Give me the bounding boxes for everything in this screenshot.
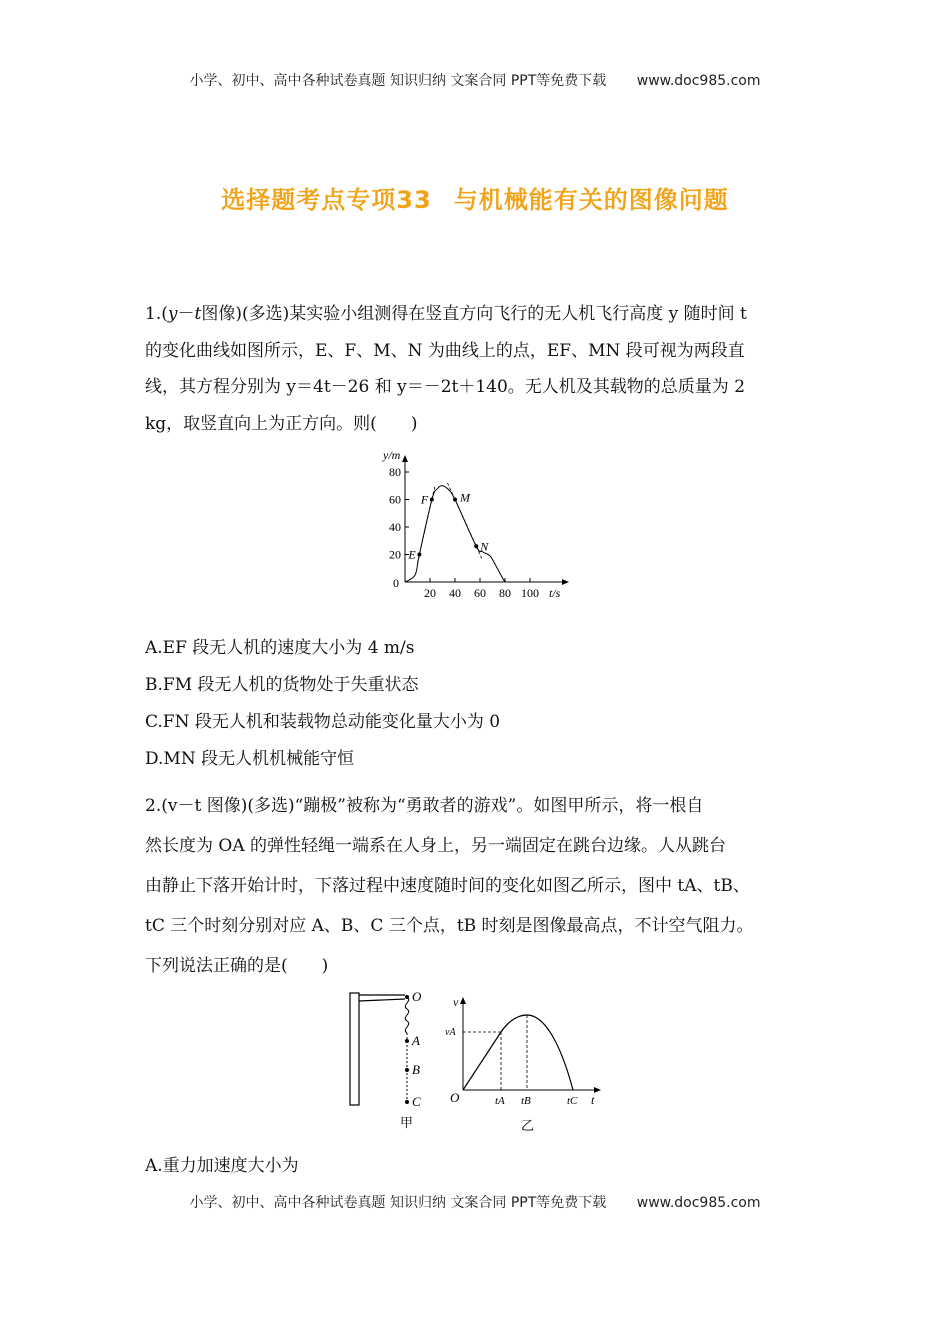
page-title: [0, 180, 950, 215]
q2-line5: 下列说法正确的是( ): [145, 956, 329, 976]
q1-line2: 的变化曲线如图所示，E、F、M、N 为曲线上的点，EF、MN 段可视为两段直: [145, 340, 745, 361]
v-axis-arrow: [460, 997, 466, 1004]
q1-line1: 1.(y－t图像)(多选)某实验小组测得在竖直方向飞行的无人机飞行高度 y 随时间 t: [145, 304, 747, 324]
q2-figure-jia: [345, 985, 435, 1135]
point-a: [405, 1039, 409, 1043]
t-axis-label: t: [591, 1093, 595, 1107]
y-tick-label-40: 40: [389, 520, 401, 534]
point-f: [430, 498, 434, 502]
caption-yi: 乙: [521, 1118, 535, 1133]
x-tick-label-60: 60: [474, 586, 486, 600]
caption-jia: 甲: [400, 1115, 414, 1130]
y-axis-label: y/m: [383, 448, 401, 462]
x-ticks: [393, 576, 539, 600]
q1-height-time-chart: [370, 445, 580, 605]
point-label-f: F: [420, 492, 429, 507]
question-1-text: [145, 296, 809, 442]
x-axis-arrow: [562, 579, 569, 585]
q1-option-c[interactable]: C.FN 段无人机和装载物总动能变化量大小为 0: [145, 712, 501, 732]
page-header: [0, 70, 950, 90]
x-tick-label-40: 40: [449, 586, 461, 600]
label-a: A: [412, 1033, 420, 1048]
point-label-m: M: [460, 490, 470, 505]
point-label-e: E: [408, 547, 416, 562]
platform-arm-bottom: [359, 999, 405, 1001]
point-b: [405, 1068, 409, 1072]
point-m: [453, 498, 457, 502]
x-tick-label-80: 80: [499, 586, 511, 600]
platform-pillar: [350, 993, 359, 1105]
q1-line4: kg，取竖直向上为正方向。则( ): [145, 413, 418, 434]
v-axis-label: v: [453, 995, 459, 1009]
tc-label: tC: [567, 1095, 578, 1107]
label-b: B: [412, 1062, 420, 1077]
tb-label: tB: [521, 1095, 531, 1107]
footer-text: 小学、初中、高中各种试卷真题 知识归纳 文案合同 PPT等免费下载: [189, 1195, 607, 1211]
q2-line4: tC 三个时刻分别对应 A、B、C 三个点，tB 时刻是图像最高点，不计空气阻力。: [145, 916, 754, 936]
curve-points: [407, 491, 489, 562]
x-tick-label-0: 0: [393, 576, 399, 590]
label-c: C: [412, 1094, 421, 1109]
point-n: [474, 544, 478, 548]
label-o: O: [412, 989, 422, 1004]
y-tick-label-20: 20: [389, 547, 401, 562]
q2-line2: 然长度为 OA 的弹性轻绳一端系在人身上，另一端固定在跳台边缘。人从跳台: [145, 836, 727, 856]
ta-label: tA: [495, 1095, 505, 1107]
q1-option-b[interactable]: B.FM 段无人机的货物处于失重状态: [145, 675, 419, 695]
q2-line1: 2.(v－t 图像)(多选)“蹦极”被称为“勇敢者的游戏”。如图甲所示，将一根自: [145, 796, 704, 816]
y-tick-label-60: 60: [389, 492, 401, 507]
y-axis-arrow: [402, 455, 408, 462]
q2-figure-yi: [445, 990, 615, 1135]
point-c: [405, 1100, 409, 1104]
point-e: [417, 553, 421, 557]
q1-option-d[interactable]: D.MN 段无人机机械能守恒: [145, 749, 355, 769]
point-o: [405, 995, 409, 999]
x-tick-label-100: 100: [521, 586, 539, 600]
point-label-n: N: [480, 539, 489, 554]
x-tick-label-20: 20: [424, 586, 436, 600]
footer-site[interactable]: www.doc985.com: [636, 1195, 761, 1211]
title-part1: 选择题考点专项33: [221, 186, 432, 214]
page-footer: [0, 1192, 950, 1212]
q2-line3: 由静止下落开始计时，下落过程中速度随时间的变化如图乙所示，图中 tA、tB、: [145, 876, 750, 896]
va-label: vA: [445, 1027, 456, 1038]
title-part2: 与机械能有关的图像问题: [453, 186, 729, 214]
q2-option-a[interactable]: A.重力加速度大小为: [145, 1156, 299, 1176]
t-axis-arrow: [594, 1087, 601, 1093]
origin-label: O: [450, 1090, 460, 1105]
y-tick-label-80: 80: [389, 465, 401, 479]
velocity-curve: [463, 1015, 573, 1090]
q1-option-a[interactable]: A.EF 段无人机的速度大小为 4 m/s: [145, 638, 415, 658]
elastic-rope: [405, 997, 408, 1033]
header-site[interactable]: www.doc985.com: [636, 73, 761, 89]
q1-line3: 线，其方程分别为 y＝4t－26 和 y＝－2t＋140。无人机及其载物的总质量为 2: [145, 377, 746, 397]
x-axis-label: t/s: [549, 586, 561, 600]
question-2-text: [145, 786, 809, 986]
header-text: 小学、初中、高中各种试卷真题 知识归纳 文案合同 PPT等免费下载: [189, 73, 607, 89]
y-ticks: [389, 465, 409, 562]
